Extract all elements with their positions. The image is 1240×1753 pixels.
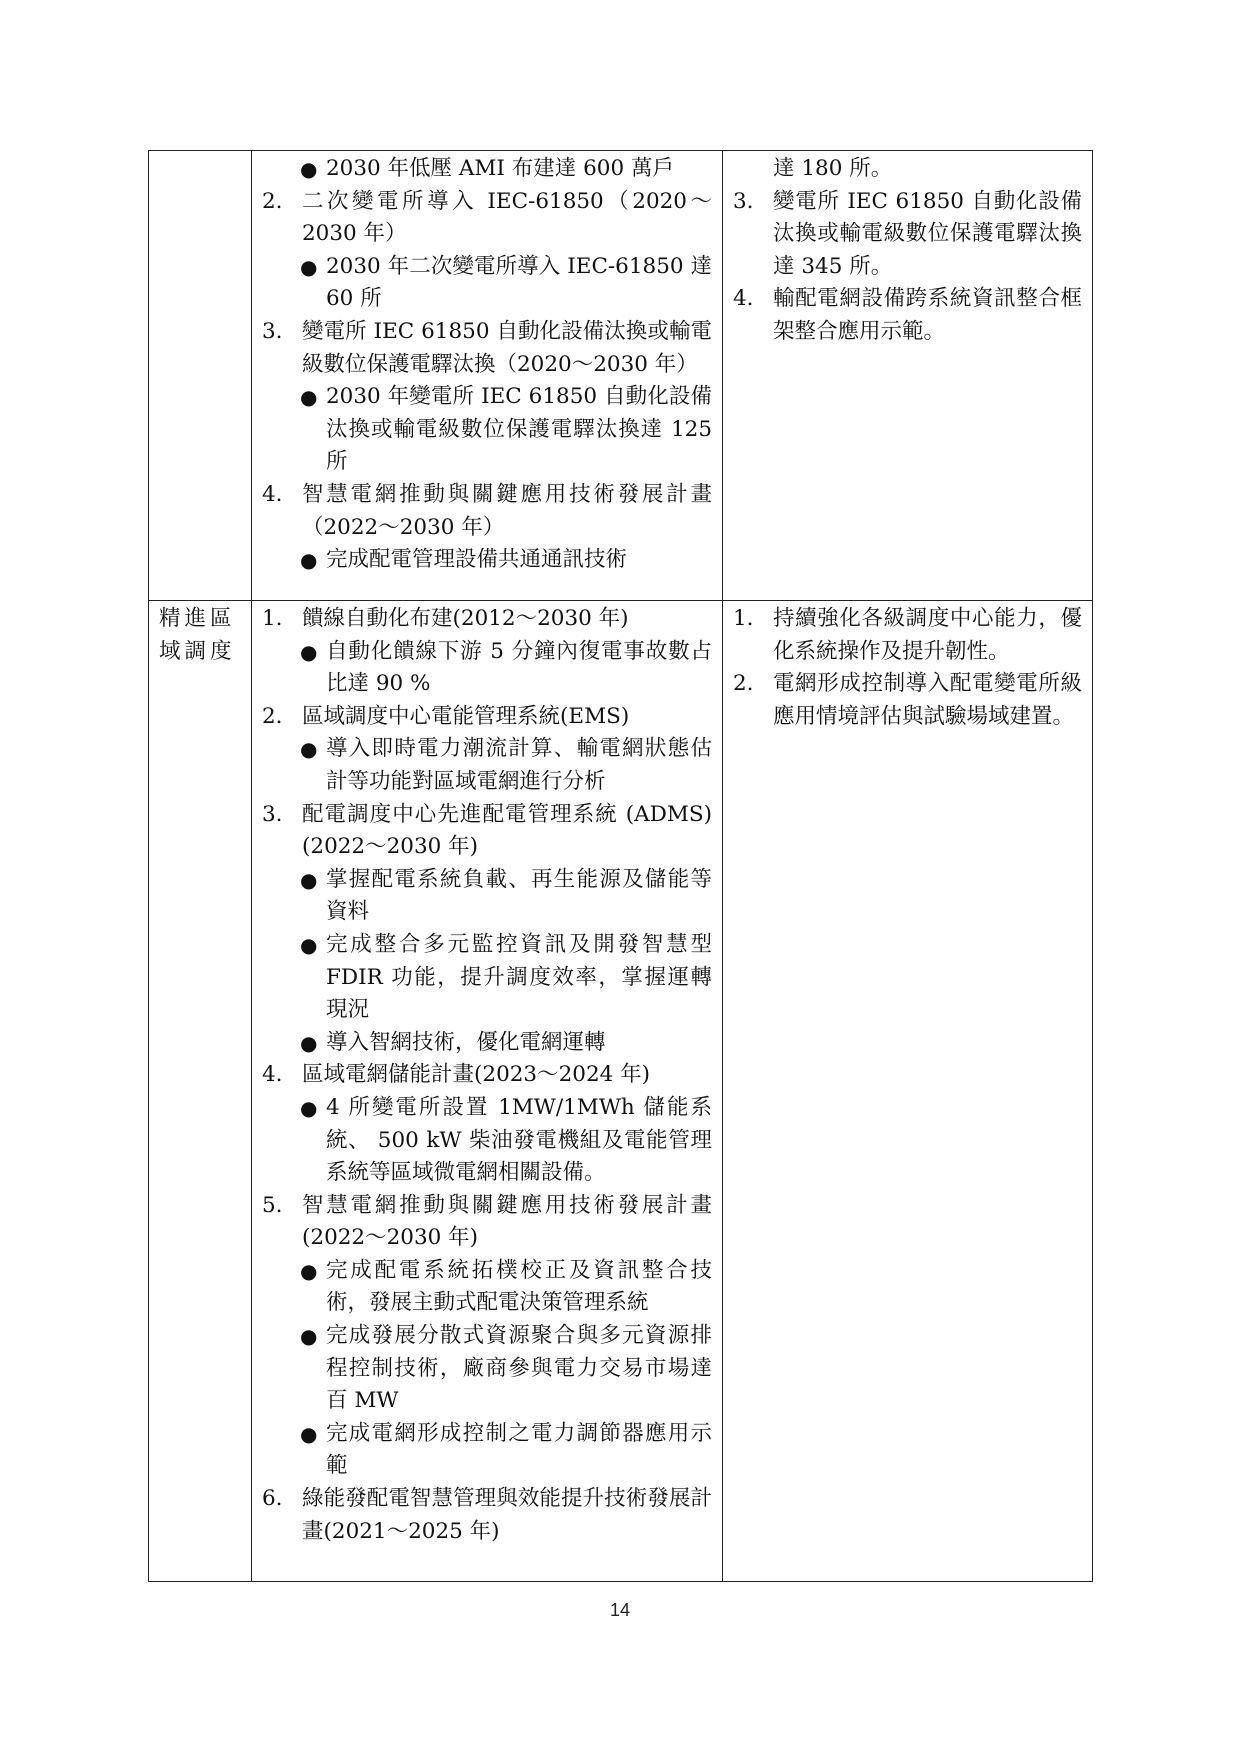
category-label <box>149 151 251 153</box>
bullet-text: 完成配電管理設備共通通訊技術 <box>326 547 628 573</box>
bullet-item <box>262 1027 712 1060</box>
table-row <box>149 151 1093 601</box>
bullet-text: 2030 年二次變電所導入 IEC-61850 達 60 所 <box>326 253 712 312</box>
bullet-text: 2030 年變電所 IEC 61850 自動化設備汰換或輸電級數位保護電驛汰換達 125 所 <box>326 384 712 475</box>
bullet-item <box>262 864 712 929</box>
bullet-text: 完成整合多元監控資訊及開發智慧型 FDIR 功能，提升調度效率，掌握運轉現況 <box>326 931 712 1023</box>
numbered-item <box>262 603 712 636</box>
bullet-item <box>262 1320 712 1418</box>
category-label: 精進區域調度 <box>159 606 236 664</box>
plan-table <box>148 150 1093 1582</box>
plans-list <box>252 151 722 577</box>
item-number: 1. <box>262 606 283 631</box>
item-number: 3. <box>733 188 754 214</box>
item-text: 綠能發配電智慧管理與效能提升技術發展計畫(2021～2025 年) <box>302 1486 712 1544</box>
table-row <box>149 601 1093 1582</box>
bullet-item <box>262 381 712 479</box>
item-text: 饋線自動化布建(2012～2030 年) <box>302 606 629 631</box>
plans-cell <box>252 601 723 1582</box>
bullet-icon: ● <box>300 932 318 957</box>
bullet-text: 2030 年低壓 AMI 布建達 600 萬戶 <box>326 156 674 181</box>
bullet-icon: ● <box>300 1421 318 1446</box>
item-text: 配電調度中心先進配電管理系統 (ADMS) (2022～2030 年) <box>302 801 712 860</box>
plans-cell <box>252 151 723 601</box>
category-cell <box>149 601 252 1582</box>
bullet-item <box>262 544 712 577</box>
goals-cell <box>723 151 1093 601</box>
numbered-item <box>262 479 712 544</box>
bullet-icon: ● <box>300 639 318 664</box>
item-text: 持續強化各級調度中心能力，優化系統操作及提升韌性。 <box>773 606 1082 664</box>
numbered-item <box>262 701 712 734</box>
bullet-icon: ● <box>300 1324 318 1349</box>
numbered-item <box>262 186 712 251</box>
bullet-text: 完成電網形成控制之電力調節器應用示範 <box>326 1420 712 1479</box>
item-number: 5. <box>262 1192 283 1218</box>
bullet-icon: ● <box>300 157 318 181</box>
bullet-text: 4 所變電所設置 1MW/1MWh 儲能系統、 500 kW 柴油發電機組及電能管理系統等區域微電網相關設備。 <box>326 1094 712 1186</box>
numbered-item <box>733 603 1082 668</box>
bullet-icon: ● <box>300 1030 318 1055</box>
item-text: 變電所 IEC 61850 自動化設備汰換或輸電級數位保護電驛汰換（2020～2030 年） <box>302 318 712 377</box>
numbered-item <box>262 1190 712 1255</box>
bullet-icon: ● <box>300 1258 318 1283</box>
numbered-item <box>733 668 1082 733</box>
bullet-text: 掌握配電系統負載、再生能源及儲能等資料 <box>326 866 712 925</box>
bullet-item <box>262 1255 712 1320</box>
bullet-item <box>262 153 712 186</box>
item-number: 4. <box>733 286 754 312</box>
numbered-item <box>262 1483 712 1548</box>
page-number: 14 <box>609 1600 631 1620</box>
bullet-icon: ● <box>300 385 318 410</box>
bullet-text: 導入智網技術，優化電網運轉 <box>326 1029 606 1055</box>
continued-text: 達 180 所。 <box>773 156 893 181</box>
item-number: 6. <box>262 1486 283 1512</box>
bullet-icon: ● <box>300 548 318 573</box>
bullet-text: 自動化饋線下游 5 分鐘內復電事故數占比達 90 % <box>326 638 712 697</box>
goals-cell <box>723 601 1093 1582</box>
item-text: 電網形成控制導入配電變電所級應用情境評估與試驗場域建置。 <box>773 671 1082 729</box>
item-number: 3. <box>262 801 283 827</box>
numbered-item <box>262 799 712 864</box>
bullet-item <box>262 636 712 701</box>
item-number: 3. <box>262 318 283 344</box>
bullet-item <box>262 1418 712 1483</box>
item-number: 2. <box>262 188 283 214</box>
item-text: 變電所 IEC 61850 自動化設備汰換或輸電級數位保護電驛汰換達 345 所。 <box>773 188 1082 279</box>
item-text: 區域電網儲能計畫(2023～2024 年) <box>302 1062 651 1088</box>
numbered-item <box>733 283 1082 348</box>
bullet-icon: ● <box>300 737 318 762</box>
item-text: 區域調度中心電能管理系統(EMS) <box>302 703 630 729</box>
category-cell <box>149 151 252 601</box>
goals-list <box>723 601 1092 733</box>
numbered-item <box>262 1059 712 1092</box>
bullet-item <box>262 733 712 798</box>
bullet-item <box>262 251 712 316</box>
bullet-icon: ● <box>300 254 318 279</box>
item-number: 2. <box>262 703 283 729</box>
bullet-text: 導入即時電力潮流計算、輸電網狀態估計等功能對區域電網進行分析 <box>326 736 712 794</box>
item-text: 智慧電網推動與關鍵應用技術發展計畫（2022～2030 年） <box>302 481 712 540</box>
numbered-item <box>262 316 712 381</box>
goals-list <box>723 151 1092 349</box>
numbered-item <box>733 186 1082 284</box>
bullet-text: 完成配電系統拓樸校正及資訊整合技術，發展主動式配電決策管理系統 <box>326 1257 712 1316</box>
plans-list <box>252 601 722 1548</box>
item-text: 輸配電網設備跨系統資訊整合框架整合應用示範。 <box>773 286 1082 344</box>
bullet-item <box>262 1092 712 1190</box>
bullet-item <box>262 929 712 1027</box>
item-number: 2. <box>733 671 754 697</box>
item-text: 二次變電所導入 IEC-61850（2020～2030 年） <box>302 188 712 247</box>
item-number: 1. <box>733 606 754 631</box>
bullet-text: 完成發展分散式資源聚合與多元資源排程控制技術，廠商參與電力交易市場達百 MW <box>326 1323 712 1414</box>
bullet-icon: ● <box>300 867 318 892</box>
item-number: 4. <box>262 1062 283 1088</box>
item-number: 4. <box>262 481 283 507</box>
item-text: 智慧電網推動與關鍵應用技術發展計畫(2022～2030 年) <box>302 1192 712 1251</box>
bullet-icon: ● <box>300 1095 318 1120</box>
